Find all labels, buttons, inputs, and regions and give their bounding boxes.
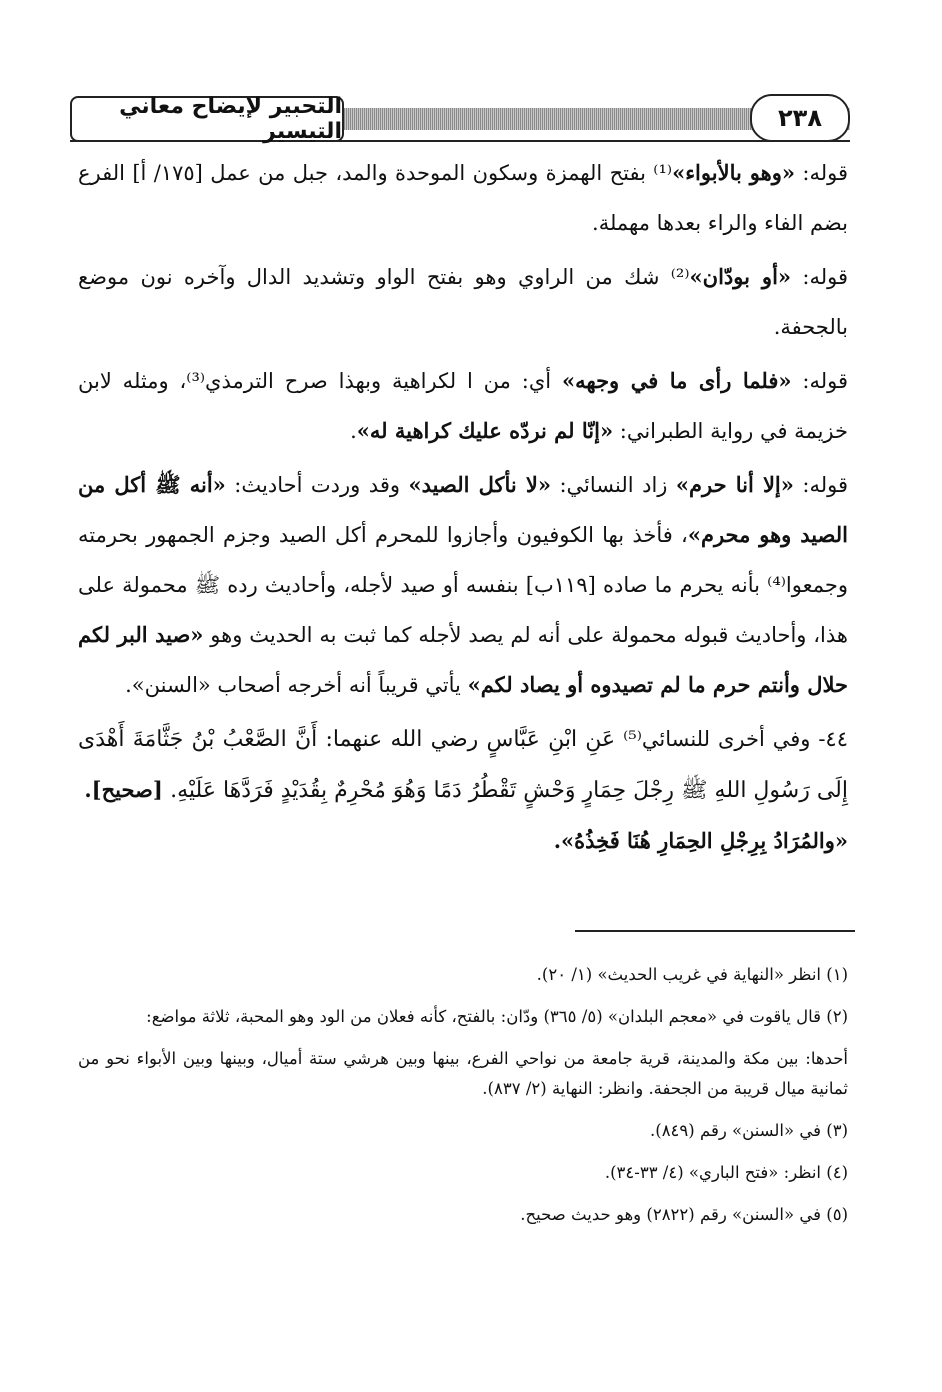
- para-text: ، فأخذ بها الكوفيون وأجازوا للمحرم أكل الصيد وجزم الجمهور بحرمته وجمعوا⁽⁴⁾ بأنه يحرم ما صاده [١١٩ب] بنفسه أو صيد لأجله، وأحاديث رده ﷺ محمولة على هذا، وأحاديث قبوله محمولة على أنه لم يصد لأجله كما ثبت به الحديث وهو: [78, 523, 848, 647]
- footnote: (٣) في «السنن» رقم (٨٤٩).: [650, 1121, 848, 1140]
- hadith-text: عَنِ ابْنِ عَبَّاسٍ رضي الله عنهما: أَنَّ الصَّعْبُ بْنُ جَثَّامَةَ أَهْدَى إِلَى رَسُولِ اللهِ ﷺ رِجْلَ حِمَارٍ وَحْشٍ تَقْطُرُ دَمًا وَهُوَ مُحْرِمٌ بِقُدَيْدٍ فَرَدَّهَا عَلَيْهِ.: [78, 727, 848, 803]
- hadith-grade: [صحيح].: [84, 777, 171, 802]
- quoted-term: «لا نأكل الصيد»: [408, 472, 551, 497]
- paragraph-abwa: [78, 148, 848, 248]
- para-text: .: [350, 419, 357, 443]
- page-number: ٢٣٨: [750, 94, 850, 142]
- para-text: وقد وردت أحاديث:: [225, 473, 409, 497]
- para-text: يأتي قريباً أنه أخرجه أصحاب «السنن».: [125, 673, 468, 697]
- para-text: ⁽¹⁾ بفتح الهمزة وسكون الموحدة والمد، جبل من عمل [١٧٥/ أ] الفرع بضم الفاء والراء بعدها مهملة.: [78, 161, 848, 235]
- main-text: [78, 148, 848, 866]
- footnotes: [78, 960, 848, 1242]
- para-lead: قوله:: [793, 473, 849, 497]
- page-header: [70, 92, 850, 150]
- paragraph-face: [78, 356, 848, 456]
- quoted-term: «أو بودّان»: [689, 264, 792, 289]
- quoted-term: «أنه ﷺ أكل من الصيد وهو محرم»: [78, 472, 848, 547]
- paragraph-hadith-44: [78, 714, 848, 866]
- footnote: أحدها: بين مكة والمدينة، قرية جامعة من نواحي الفرع، بينها وبين هرشي ستة أميال، وبينها وبين الأبواء نحو من ثمانية ميال قريبة من الجحفة. وانظر: النهاية (٢/ ٨٣٧).: [78, 1049, 848, 1098]
- footnote: (٢) قال ياقوت في «معجم البلدان» (٥/ ٣٦٥) ودّان: بالفتح، كأنه فعلان من الود وهو المحبة، ثلاثة مواضع:: [146, 1007, 848, 1026]
- footnote: (١) انظر «النهاية في غريب الحديث» (١/ ٢٠).: [536, 965, 848, 984]
- footnote: (٥) في «السنن» رقم (٢٨٢٢) وهو حديث صحيح.: [520, 1205, 848, 1224]
- footnote-separator: [575, 930, 855, 932]
- quoted-term: «إنّا لم نردّه عليك كراهية له»: [356, 418, 614, 443]
- footnote: (٤) انظر: «فتح الباري» (٤/ ٣٣-٣٤).: [604, 1163, 848, 1182]
- paragraph-waddan: [78, 252, 848, 352]
- paragraph-hurum: [78, 460, 848, 710]
- para-text: زاد النسائي:: [550, 473, 676, 497]
- para-lead: قوله:: [791, 265, 848, 289]
- running-title: التحبير لإيضاح معاني التيسير: [70, 96, 344, 142]
- para-lead: قوله:: [795, 161, 848, 185]
- quoted-term: «صيد البر لكم حلال وأنتم حرم ما لم تصيدوه أو يصاد لكم»: [78, 622, 848, 697]
- quoted-term: «وهو بالأبواء»: [672, 160, 795, 185]
- quoted-term: «إلا أنا حرم»: [675, 472, 794, 497]
- para-text: أي: من ا لكراهية وبهذا صرح الترمذي⁽³⁾، ومثله لابن خزيمة في رواية الطبراني:: [78, 369, 848, 443]
- para-lead: قوله:: [791, 369, 849, 393]
- quoted-term: «فلما رأى ما في وجهه»: [562, 368, 792, 393]
- hadith-note: «والمُرَادُ بِرِجْلِ الحِمَارِ هُنَا فَخِذُهُ».: [553, 828, 848, 853]
- hadith-number: ٤٤- وفي أخرى للنسائي⁽⁵⁾: [615, 727, 848, 751]
- para-text: ⁽²⁾ شك من الراوي وهو بفتح الواو وتشديد الدال وآخره نون موضع بالجحفة.: [78, 265, 848, 339]
